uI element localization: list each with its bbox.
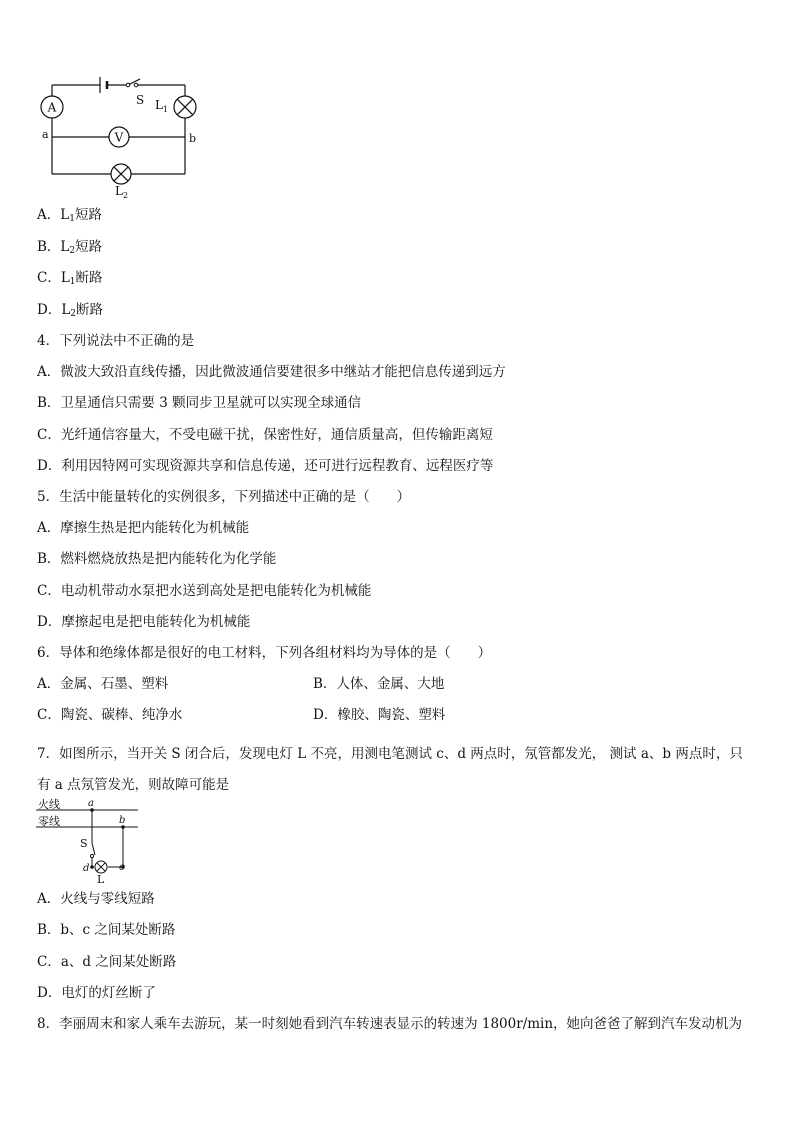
ammeter-symbol: [41, 96, 63, 118]
q3-option-a: A．$L_1$短路: [37, 207, 102, 224]
q7-option-c: C．a、d 之间某处断路: [37, 954, 177, 970]
q4-option-a: A．微波大致沿直线传播，因此微波通信要建很多中继站才能把信息传递到远方: [37, 364, 506, 380]
lamp-l1-label: $L_1$: [155, 98, 169, 114]
voltmeter-symbol: [109, 127, 129, 147]
node-b-label: b: [189, 132, 197, 145]
q4-option-d: D．利用因特网可实现资源共享和信息传递，还可进行远程教育、远程医疗等: [37, 458, 494, 474]
q6-option-b: B．人体、金属、大地: [313, 676, 445, 692]
q4-stem: 4．下列说法中不正确的是: [37, 333, 195, 349]
q7-b-label: b: [119, 815, 126, 826]
circuit-diagram-q3: [30, 76, 230, 200]
q5-option-b: B．燃料燃烧放热是把内能转化为化学能: [37, 551, 277, 567]
node-a-label: a: [42, 128, 49, 141]
q7-d-label: d: [83, 863, 90, 874]
switch-contact: [134, 83, 138, 87]
q7-switch-contact: [90, 854, 93, 857]
q5-stem: 5．生活中能量转化的实例很多，下列描述中正确的是（ ）: [37, 489, 411, 505]
q3-option-c: C．$L_1$断路: [37, 270, 103, 287]
q3-option-b: B．$L_2$短路: [37, 239, 103, 256]
q3-option-d: D．$L_2$断路: [37, 302, 104, 319]
lamp-l2-symbol: [111, 164, 131, 184]
q5-option-c: C．电动机带动水泵把水送到高处是把电能转化为机械能: [37, 583, 372, 599]
q7-lamp-label: L: [97, 873, 105, 886]
q7-option-a: A．火线与零线短路: [37, 891, 155, 907]
lamp-l2-label: $L_2$: [115, 184, 129, 200]
switch-contact: [126, 83, 130, 87]
voltmeter-label: V: [114, 130, 124, 145]
ammeter-label: A: [47, 100, 57, 115]
household-circuit-diagram-q7: [36, 797, 156, 887]
q7-option-d: D．电灯的灯丝断了: [37, 985, 156, 1001]
q6-option-d: D．橡胶、陶瓷、塑料: [313, 707, 446, 723]
q4-option-b: B．卫星通信只需要 3 颗同步卫星就可以实现全球通信: [37, 395, 362, 411]
q5-option-a: A．摩擦生热是把内能转化为机械能: [37, 520, 250, 536]
q7-node-d: [90, 865, 94, 869]
q8-stem-line1: 8．李丽周末和家人乘车去游玩，某一时刻她看到汽车转速表显示的转速为 1800r/min，她向爸爸了解到汽车发动机为: [37, 1016, 743, 1032]
lamp-l1-symbol: [174, 96, 196, 118]
q7-a-label: a: [88, 798, 94, 809]
q7-option-b: B．b、c 之间某处断路: [37, 922, 176, 938]
q5-option-d: D．摩擦起电是把电能转化为机械能: [37, 614, 251, 630]
neutral-wire-label: 零线: [38, 815, 60, 828]
q6-option-c: C．陶瓷、碳棒、纯净水: [37, 707, 183, 723]
q6-option-a: A．金属、石墨、塑料: [37, 676, 169, 692]
q7-switch-label: S: [80, 837, 88, 850]
q7-c-label: c: [119, 862, 125, 873]
q7-stem-line1: 7．如图所示，当开关 S 闭合后，发现电灯 L 不亮，用测电笔测试 c、d 两点时，氖管都发光， 测试 a、b 两点时，只: [37, 746, 743, 762]
q6-stem: 6．导体和绝缘体都是很好的电工材料，下列各组材料均为导体的是（ ）: [37, 645, 492, 661]
q7-lamp-symbol: [95, 861, 107, 873]
q4-option-c: C．光纤通信容量大，不受电磁干扰，保密性好，通信质量高，但传输距离短: [37, 427, 493, 443]
live-wire-label: 火线: [38, 798, 60, 811]
switch-label: S: [136, 93, 145, 107]
q7-stem-line2: 有 a 点氖管发光，则故障可能是: [37, 777, 230, 793]
